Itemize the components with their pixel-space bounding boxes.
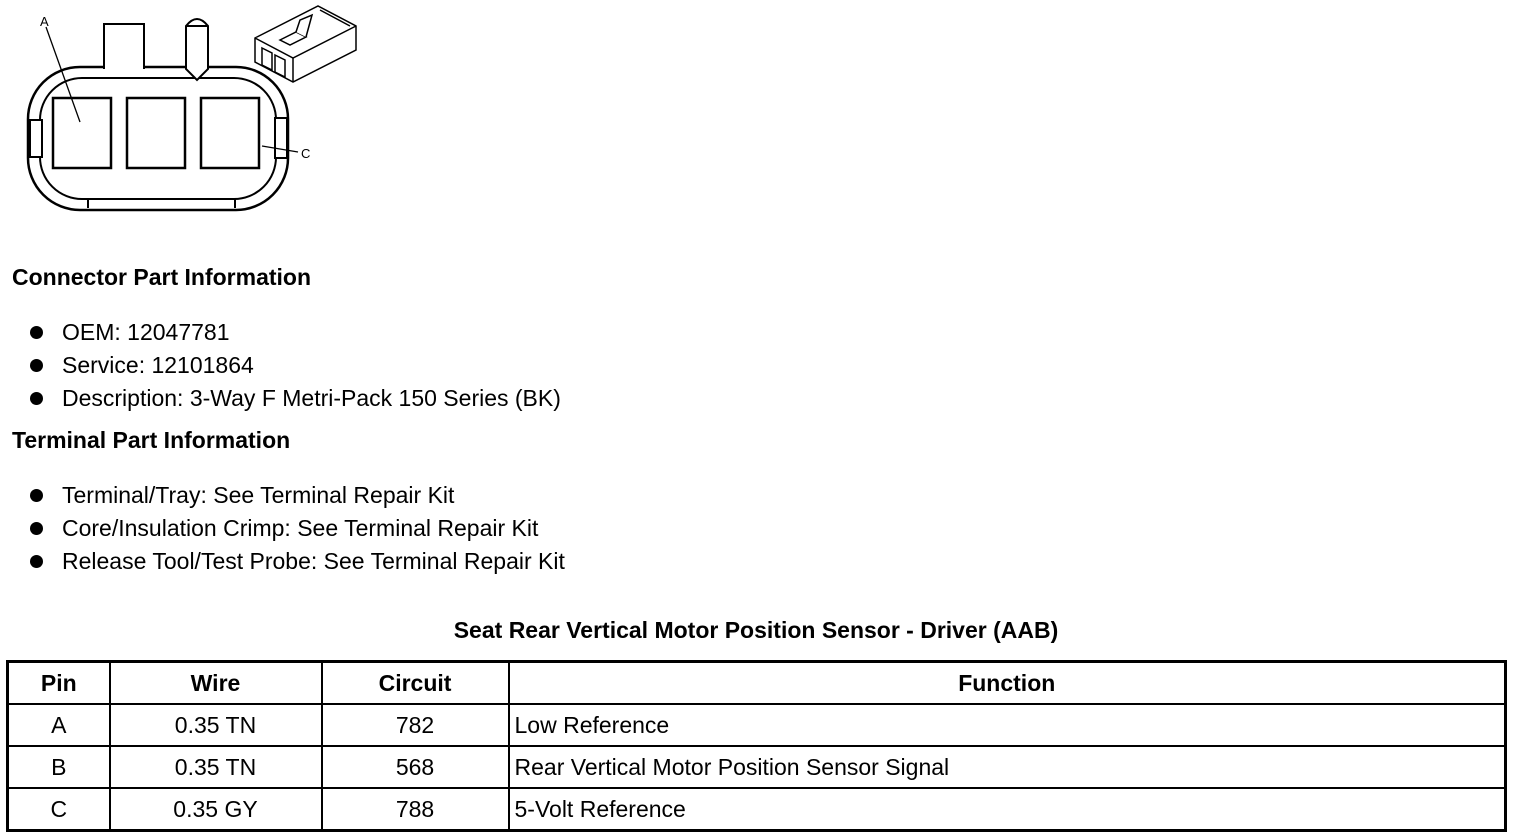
table-row — [8, 746, 1506, 788]
circuit-cell: 568 — [322, 746, 509, 788]
function-cell: Low Reference — [509, 704, 1506, 746]
wire-cell: 0.35 GY — [110, 788, 322, 831]
terminal-cavities — [53, 98, 259, 168]
list-item-text: Description: 3-Way F Metri-Pack 150 Series (BK) — [62, 385, 561, 411]
list-item-text: Core/Insulation Crimp: See Terminal Repair Kit — [62, 515, 539, 541]
circuit-cell: 788 — [322, 788, 509, 831]
function-cell: 5-Volt Reference — [509, 788, 1506, 831]
function-cell: Rear Vertical Motor Position Sensor Signal — [509, 746, 1506, 788]
wire-cell: 0.35 TN — [110, 746, 322, 788]
bullet-icon — [30, 555, 43, 568]
list-item-text: OEM: 12047781 — [62, 319, 230, 345]
list-item — [0, 479, 565, 512]
cavity-b — [127, 98, 185, 168]
column-header-function: Function — [509, 662, 1506, 705]
table-row — [8, 704, 1506, 746]
wire-cell: 0.35 TN — [110, 704, 322, 746]
column-header-circuit: Circuit — [322, 662, 509, 705]
list-item — [0, 316, 561, 349]
list-item — [0, 382, 561, 415]
terminal-part-info-list — [0, 479, 565, 578]
connector-diagram — [0, 0, 380, 220]
column-header-pin: Pin — [8, 662, 110, 705]
list-item-text: Release Tool/Test Probe: See Terminal Repair Kit — [62, 548, 565, 574]
column-header-wire: Wire — [110, 662, 322, 705]
bullet-icon — [30, 326, 43, 339]
pin-cell: B — [8, 746, 110, 788]
bullet-icon — [30, 522, 43, 535]
connector-part-info-heading: Connector Part Information — [12, 264, 312, 290]
bullet-icon — [30, 489, 43, 502]
list-item-text: Service: 12101864 — [62, 352, 254, 378]
cavity-a — [53, 98, 111, 168]
connector-isometric-icon — [255, 6, 356, 82]
pin-cell: C — [8, 788, 110, 831]
bullet-icon — [30, 392, 43, 405]
bullet-icon — [30, 359, 43, 372]
table-row — [8, 788, 1506, 831]
cavity-c — [201, 98, 259, 168]
pinout-table — [6, 660, 1507, 832]
connector-part-info-list — [0, 316, 561, 415]
table-header-row — [8, 662, 1506, 705]
callout-c-label: C — [301, 146, 311, 161]
pin-cell: A — [8, 704, 110, 746]
table-title: Seat Rear Vertical Motor Position Sensor - Driver (AAB) — [453, 617, 1059, 643]
list-item — [0, 545, 565, 578]
circuit-cell: 782 — [322, 704, 509, 746]
list-item-text: Terminal/Tray: See Terminal Repair Kit — [62, 482, 455, 508]
list-item — [0, 512, 565, 545]
callout-a-label: A — [40, 14, 49, 29]
list-item — [0, 349, 561, 382]
terminal-part-info-heading: Terminal Part Information — [12, 427, 291, 453]
